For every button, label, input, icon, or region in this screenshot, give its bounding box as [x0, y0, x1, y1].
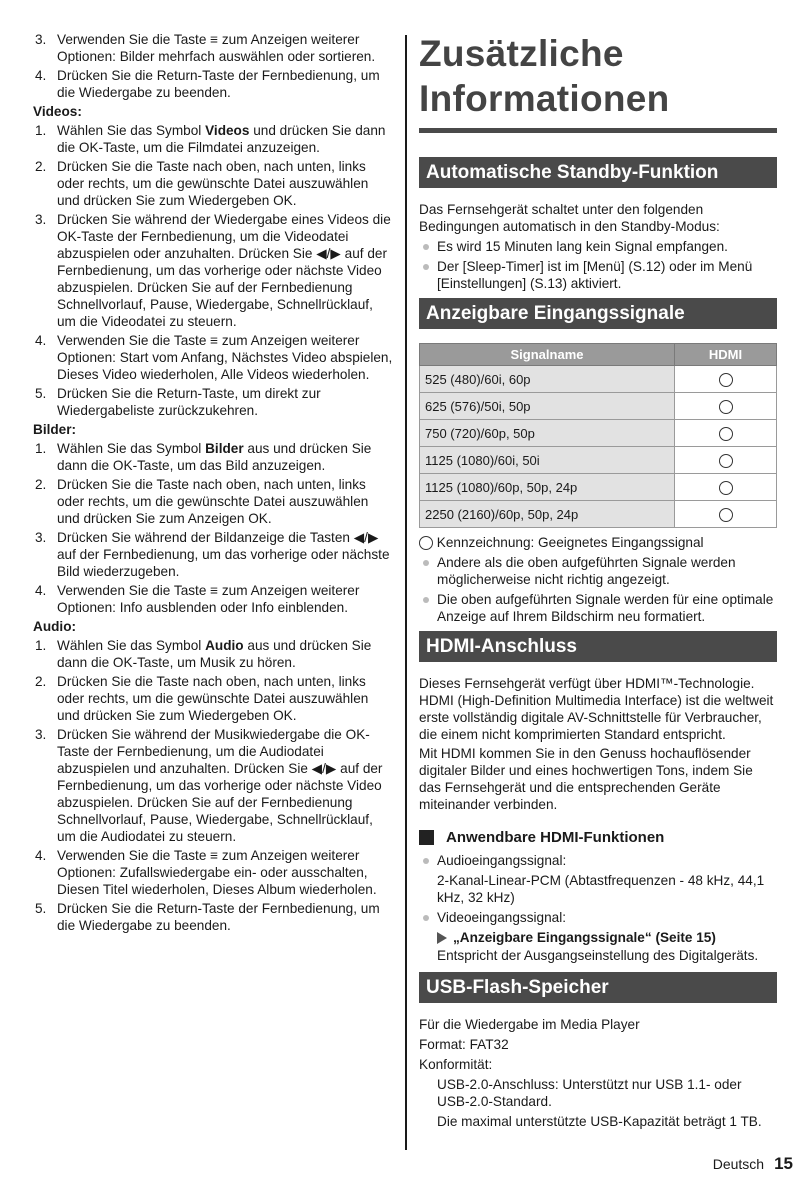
table-row: 2250 (2160)/60p, 50p, 24p: [420, 501, 777, 528]
arrow-right-icon: [437, 932, 447, 944]
videos-heading: Videos:: [33, 104, 82, 119]
list-item: 4. Verwenden Sie die Taste ≡ zum Anzeigen weiterer Optionen: Start vom Anfang, Nächstes Video abspielen, Dieses Video wiederholen, Alle Videos wiederholen.: [35, 333, 393, 382]
list-item: 2. Drücken Sie die Taste nach oben, nach unten, links oder rechts, um die gewünschte Datei auszuwählen und drücken Sie zum Anzeigen OK.: [35, 477, 369, 526]
video-reference: „Anzeigbare Eingangssignale“ (Seite 15): [419, 929, 777, 946]
title-rule: [419, 128, 777, 133]
standby-heading: Automatische Standby-Funktion: [419, 157, 777, 188]
table-row: 1125 (1080)/60i, 50i: [420, 447, 777, 474]
standby-intro: Das Fernsehgerät schaltet unter den folgenden Bedingungen automatisch in den Standby-Modus:: [419, 202, 720, 234]
column-header: Signalname: [420, 344, 675, 366]
page-number: 15: [774, 1154, 793, 1173]
audio-value: 2-Kanal-Linear-PCM (Abtastfrequenzen - 48 kHz, 44,1 kHz, 32 kHz): [437, 873, 765, 905]
list-item: 3. Drücken Sie während der Bildanzeige die Tasten ◀/▶ auf der Fernbedienung, um das vorherige oder nächste Bild wiederzugeben.: [35, 530, 390, 579]
circle-icon: [719, 400, 733, 414]
audio-heading: Audio:: [33, 619, 77, 634]
list-item: 5. Drücken Sie die Return-Taste der Fernbedienung, um die Wiedergabe zu beenden.: [35, 901, 380, 933]
bilder-heading: Bilder:: [33, 422, 77, 437]
list-item: Audioeingangssignal:: [419, 852, 777, 869]
table-row: 1125 (1080)/60p, 50p, 24p: [420, 474, 777, 501]
hdmi-functions-heading: Anwendbare HDMI-Funktionen: [419, 829, 777, 846]
bilder-list: [33, 440, 393, 616]
list-item: 4. Verwenden Sie die Taste ≡ zum Anzeigen weiterer Optionen: Zufallswiedergabe ein- oder ausschalten, Diesen Titel wiederholen, Dieses Album wiederholen.: [35, 848, 377, 897]
circle-icon: [719, 454, 733, 468]
circle-icon: [719, 508, 733, 522]
right-column: [419, 31, 777, 1130]
table-row: 625 (576)/50i, 50p: [420, 393, 777, 420]
list-item: Es wird 15 Minuten lang kein Signal empfangen.: [419, 238, 777, 255]
usb-line: USB-2.0-Anschluss: Unterstützt nur USB 1.1- oder USB-2.0-Standard.: [437, 1077, 742, 1109]
video-value: Entspricht der Ausgangseinstellung des Digitalgeräts.: [437, 948, 759, 963]
signals-table: [419, 343, 777, 528]
list-item: Der [Sleep-Timer] ist im [Menü] (S.12) oder im Menü [Einstellungen] (S.13) aktiviert.: [419, 258, 777, 292]
list-item: 4. Verwenden Sie die Taste ≡ zum Anzeigen weiterer Optionen: Info ausblenden oder Info einblenden.: [35, 583, 360, 615]
list-item: 4. Drücken Sie die Return-Taste der Fernbedienung, um die Wiedergabe zu beenden.: [35, 68, 380, 100]
usb-heading: USB-Flash-Speicher: [419, 972, 777, 1003]
list-item: 1. Wählen Sie das Symbol Audio aus und drücken Sie dann die OK-Taste, um Musik zu hören.: [35, 638, 372, 670]
usb-line: Für die Wiedergabe im Media Player: [419, 1017, 640, 1032]
hdmi-paragraph-2: Mit HDMI kommen Sie in den Genuss hochauflösender digitaler Bilder und eines hochwertigen Tons, indem Sie das Fernsehgerät und die entsprechenden Geräte miteinander verbinden.: [419, 746, 753, 812]
hdmi-paragraph-1: Dieses Fernsehgerät verfügt über HDMI™-Technologie. HDMI (High-Definition Multimedia Interface) ist die weltweit erste vollständig digitale AV-Schnittstelle für Verbraucher, die einem nicht komprimierten Standard entspricht.: [419, 676, 774, 742]
list-item: 3. Drücken Sie während der Musikwiedergabe die OK-Taste der Fernbedienung, um die Audiodatei abzuspielen und anzuhalten. Drücken Sie ◀/▶ auf der Fernbedienung, um das vorherige oder nächste Video abzuspielen. Drücken Sie auf der Fernbedienung Schnellvorlauf, Pause, Wiedergabe, Schnellrücklauf, um die Audiodatei zu steuern.: [35, 727, 383, 844]
list-item: Andere als die oben aufgeführten Signale werden möglicherweise nicht richtig angezeigt.: [419, 554, 777, 588]
table-row: 750 (720)/60p, 50p: [420, 420, 777, 447]
list-continued: [33, 31, 393, 101]
audio-list: [33, 637, 393, 934]
circle-icon: [719, 373, 733, 387]
footer-language: Deutsch: [712, 1156, 765, 1172]
column-header: HDMI: [675, 344, 777, 366]
list-item: 2. Drücken Sie die Taste nach oben, nach unten, links oder rechts, um die gewünschte Datei auszuwählen und drücken Sie zum Wiedergeben OK.: [35, 159, 369, 208]
column-divider: [405, 35, 407, 1150]
videos-list: [33, 122, 393, 419]
list-item: 2. Drücken Sie die Taste nach oben, nach unten, links oder rechts, um die gewünschte Datei auszuwählen und drücken Sie zum Wiedergeben OK.: [35, 674, 369, 723]
hdmi-heading: HDMI-Anschluss: [419, 631, 777, 662]
page-footer: [713, 1154, 793, 1174]
list-item: Die oben aufgeführten Signale werden für eine optimale Anzeige auf Ihrem Bildschirm neu formatiert.: [419, 591, 777, 625]
list-item: 3. Verwenden Sie die Taste ≡ zum Anzeigen weiterer Optionen: Bilder mehrfach auswählen oder sortieren.: [35, 32, 376, 64]
usb-line: Konformität:: [419, 1057, 493, 1072]
circle-icon: [419, 536, 433, 550]
usb-line: Format: FAT32: [419, 1037, 509, 1052]
list-item: Videoeingangssignal:: [419, 909, 777, 926]
list-item: 1. Wählen Sie das Symbol Bilder aus und drücken Sie dann die OK-Taste, um das Bild anzuzeigen.: [35, 441, 372, 473]
signals-heading: Anzeigbare Eingangssignale: [419, 298, 777, 329]
list-item: 3. Drücken Sie während der Wiedergabe eines Videos die OK-Taste der Fernbedienung, um die Videodatei abzuspielen oder anzuhalten. Drücken Sie ◀/▶ auf der Fernbedienung, um das vorherige oder nächste Video abzuspielen. Drücken Sie auf der Fernbedienung Schnellvorlauf, Pause, Wiedergabe, Schnellrücklauf, um die Videodatei zu steuern.: [35, 212, 391, 329]
list-item: 1. Wählen Sie das Symbol Videos und drücken Sie dann die OK-Taste, um die Filmdatei anzuzeigen.: [35, 123, 386, 155]
usb-line: Die maximal unterstützte USB-Kapazität beträgt 1 TB.: [437, 1114, 762, 1129]
circle-icon: [719, 481, 733, 495]
table-row: 525 (480)/60i, 60p: [420, 366, 777, 393]
left-column: [33, 31, 393, 936]
signals-legend: Kennzeichnung: Geeignetes Eingangssignal: [419, 534, 777, 551]
circle-icon: [719, 427, 733, 441]
square-bullet-icon: [419, 830, 434, 845]
page-title: Zusätzliche Informationen: [419, 33, 670, 119]
list-item: 5. Drücken Sie die Return-Taste, um direkt zur Wiedergabeliste zurückzukehren.: [35, 386, 321, 418]
